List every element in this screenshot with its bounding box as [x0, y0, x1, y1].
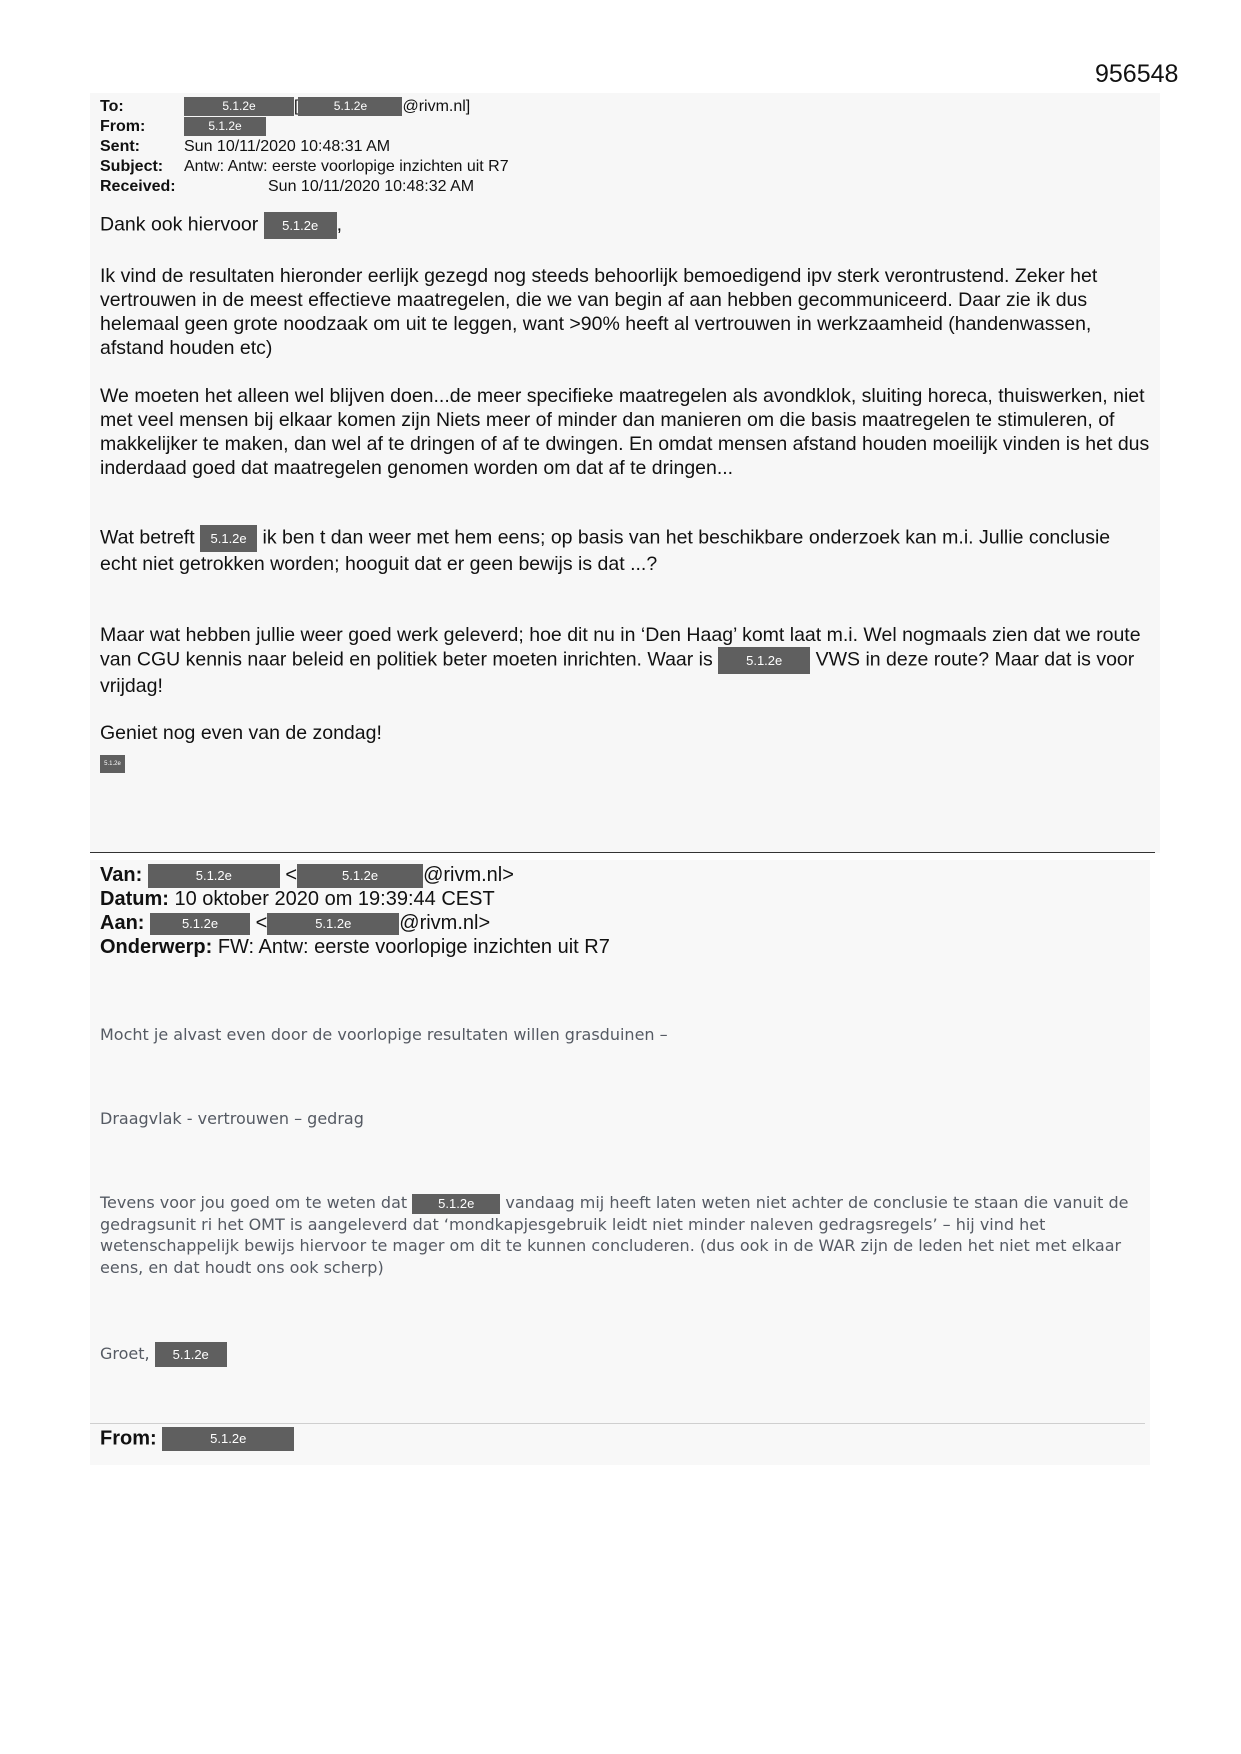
redaction-box: 5.1.2e [267, 913, 399, 935]
greeting-end: , [336, 213, 343, 236]
divider-line [90, 852, 1155, 853]
paragraph-1: Ik vind de resultaten hieronder eerlijk gezegd nog steeds behoorlijk bemoedigend ipv sterk verontrustend. Zeker het vertrouwen in de meest effectieve maatregelen, die we van begin af aan hebben gecommuniceerd. Daar zie ik dus helemaal geen grote noodzaak om uit te leggen, want >90% heeft al vertrouwen in werkzaamheid (handenwassen, afstand houden etc) [100, 265, 1098, 359]
subject-value: Antw: Antw: eerste voorlopige inzichten uit R7 [184, 158, 509, 175]
header-label-subject: Subject: [100, 158, 164, 175]
sent-value: Sun 10/11/2020 10:48:31 AM [184, 138, 391, 155]
redaction-box: 5.1.2e [298, 97, 402, 116]
header-label-onderwerp: Onderwerp: [100, 936, 213, 958]
aan-domain: @rivm.nl> [399, 912, 491, 934]
paragraph-3-start: Wat betreft [100, 526, 195, 549]
document-number: 956548 [1095, 60, 1179, 88]
paragraph-4 [100, 623, 1150, 698]
redaction-box: 5.1.2e [184, 117, 266, 136]
greeting [100, 212, 1150, 239]
redaction-box: 5.1.2e [162, 1427, 294, 1451]
greeting-text: Dank ook hiervoor [100, 213, 259, 236]
body-paragraph-3-rest: vandaag mij heeft laten weten niet achter de conclusie te staan die vanuit de gedragsunit ri het OMT is aangeleverd dat ‘mondkapjesgebruik leidt niet minder naleven gedragsregels’ – hij vind het wetenschappelijk bewijs hiervoor te mager om dit te kunnen concluderen. (dus ook in de WAR zijn de leden het niet met elkaar eens, en dat houdt ons ook scherp) [100, 1193, 1129, 1277]
header-subject-row [100, 157, 509, 176]
signature-redaction [100, 755, 125, 773]
paragraph-4-rest: VWS in deze route? Maar dat is voor vrijdag! [100, 648, 1135, 697]
paragraph-3 [100, 525, 1150, 576]
body-line-1: Mocht je alvast even door de voorlopige resultaten willen grasduinen – [100, 1025, 668, 1044]
body-paragraph-3-start: Tevens voor jou goed om te weten dat [100, 1193, 408, 1212]
header-label-to: To: [100, 98, 124, 115]
email-message-2 [90, 860, 1150, 1465]
body-line-2: Draagvlak - vertrouwen – gedrag [100, 1109, 364, 1128]
redaction-box: 5.1.2e [155, 1342, 227, 1367]
divider-line [90, 1423, 1145, 1424]
header-aan-row [100, 911, 490, 935]
header-label-from: From: [100, 118, 146, 135]
header-label-datum: Datum: [100, 888, 169, 910]
redaction-box: 5.1.2e [264, 212, 337, 239]
header-label-sent: Sent: [100, 138, 140, 155]
datum-value: 10 oktober 2020 om 19:39:44 CEST [174, 888, 495, 910]
redaction-box: 5.1.2e [200, 525, 257, 552]
header-label-van: Van: [100, 864, 143, 886]
header-label-aan: Aan: [100, 912, 145, 934]
paragraph-2: We moeten het alleen wel blijven doen...de meer specifieke maatregelen als avondklok, sluiting horeca, thuiswerken, niet met veel mensen bij elkaar komen zijn Niets meer of minder dan manieren om die basis maatregelen te stimuleren, of makkelijker te maken, dan wel af te dringen of af te dwingen. En omdat mensen afstand houden moeilijk vinden is het dus inderdaad goed dat maatregelen genomen worden om dat af te dringen... [100, 385, 1150, 479]
header-datum-row [100, 887, 495, 911]
redaction-box: 5.1.2e [150, 913, 250, 935]
redaction-box: 5.1.2e [148, 864, 280, 888]
redaction-box: 5.1.2e [297, 864, 423, 888]
paragraph-4-start: Maar wat hebben jullie weer goed werk geleverd; hoe dit nu in ‘Den Haag’ komt laat m.i. Wel nogmaals zien dat we route van CGU kennis naar beleid en politiek beter moeten inrichten. Waar is [100, 624, 1141, 671]
email-3-from-row [100, 1427, 294, 1451]
paragraph-3-rest: ik ben t dan weer met hem eens; op basis van het beschikbare onderzoek kan m.i. Jullie conclusie echt niet getrokken worden; hooguit dat er geen bewijs is dat ...? [100, 526, 1111, 575]
redaction-box: 5.1.2e [184, 97, 294, 116]
onderwerp-value: FW: Antw: eerste voorlopige inzichten uit R7 [217, 936, 610, 958]
closing [100, 1342, 1145, 1367]
redaction-box: 5.1.2e [412, 1194, 500, 1214]
van-domain: @rivm.nl> [423, 864, 514, 886]
header-from-row [100, 117, 266, 136]
to-bracket: [ [294, 98, 299, 115]
header-received-row [100, 177, 474, 196]
to-domain: @rivm.nl] [402, 98, 471, 115]
email-message-1 [90, 93, 1160, 853]
body-paragraph-3 [100, 1192, 1145, 1278]
header-to-row [100, 97, 470, 116]
redaction-box: 5.1.2e [100, 755, 125, 773]
header-van-row [100, 863, 514, 888]
redaction-box: 5.1.2e [718, 647, 810, 674]
header-onderwerp-row [100, 935, 610, 959]
header-label-received: Received: [100, 178, 176, 195]
paragraph-5: Geniet nog even van de zondag! [100, 722, 382, 744]
lt-sign: < [285, 864, 298, 886]
received-value: Sun 10/11/2020 10:48:32 AM [268, 178, 475, 195]
header-label-from: From: [100, 1427, 157, 1450]
header-sent-row [100, 137, 390, 156]
lt-sign: < [255, 912, 268, 934]
closing-text: Groet, [100, 1344, 150, 1363]
